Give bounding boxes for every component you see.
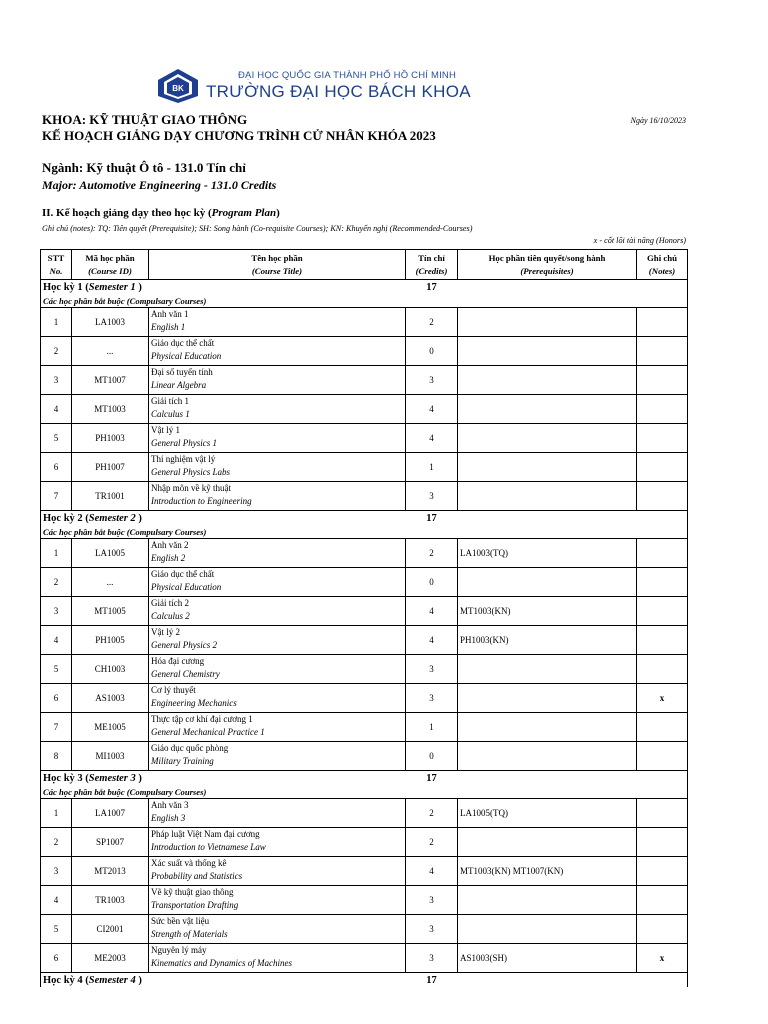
group-row xyxy=(41,785,688,799)
course-title-en: Linear Algebra xyxy=(151,380,207,390)
course-title-vn: Nguyên lý máy xyxy=(151,945,207,955)
course-id: MT1007 xyxy=(72,366,149,395)
course-note xyxy=(637,597,688,626)
course-row xyxy=(41,944,688,973)
course-title-vn: Vật lý 2 xyxy=(151,627,180,637)
course-title-vn: Anh văn 3 xyxy=(151,800,189,810)
course-row xyxy=(41,915,688,944)
course-prereq: AS1003(SH) xyxy=(458,944,637,973)
course-title-en: Calculus 1 xyxy=(151,409,190,419)
course-title-en: General Physics 2 xyxy=(151,640,217,650)
course-plan-table xyxy=(40,249,688,987)
course-title-vn: Hóa đại cương xyxy=(151,656,205,666)
course-title-en: English 3 xyxy=(151,813,186,823)
course-title xyxy=(149,568,406,597)
course-title-en: Kinematics and Dynamics of Machines xyxy=(151,958,292,968)
course-credits: 3 xyxy=(406,944,458,973)
course-row xyxy=(41,337,688,366)
course-title-vn: Đại số tuyến tính xyxy=(151,367,213,377)
course-id: ... xyxy=(72,568,149,597)
course-prereq xyxy=(458,713,637,742)
course-title xyxy=(149,828,406,857)
course-title xyxy=(149,337,406,366)
course-title-vn: Giáo dục quốc phòng xyxy=(151,743,229,753)
course-title xyxy=(149,655,406,684)
course-title-vn: Anh văn 1 xyxy=(151,309,189,319)
course-prereq xyxy=(458,886,637,915)
course-title xyxy=(149,366,406,395)
semester-spacer xyxy=(637,511,688,526)
semester-spacer xyxy=(458,973,637,988)
course-title xyxy=(149,308,406,337)
course-title-vn: Cơ lý thuyết xyxy=(151,685,196,695)
header-notes: Ghi chú (Notes) xyxy=(637,250,688,280)
university-logo xyxy=(156,68,471,104)
course-prereq: PH1003(KN) xyxy=(458,626,637,655)
course-prereq xyxy=(458,684,637,713)
semester-spacer xyxy=(458,280,637,295)
notes-legend: Ghi chú (notes): TQ: Tiên quyết (Prerequisite); SH: Song hành (Co-requisite Courses); KN: Khuyến nghị (Recommended-Courses) xyxy=(42,224,473,233)
course-credits: 3 xyxy=(406,482,458,511)
course-title-en: Engineering Mechanics xyxy=(151,698,237,708)
course-no: 3 xyxy=(41,857,72,886)
course-no: 5 xyxy=(41,915,72,944)
course-row xyxy=(41,539,688,568)
group-row xyxy=(41,294,688,308)
document-date: Ngày 16/10/2023 xyxy=(630,116,686,125)
course-no: 6 xyxy=(41,944,72,973)
section-heading: II. Kế hoạch giảng dạy theo học kỳ (Program Plan) xyxy=(42,207,280,219)
course-prereq: MT1003(KN) xyxy=(458,597,637,626)
course-prereq: MT1003(KN) MT1007(KN) xyxy=(458,857,637,886)
course-credits: 2 xyxy=(406,308,458,337)
course-note xyxy=(637,568,688,597)
course-note xyxy=(637,482,688,511)
course-note xyxy=(637,828,688,857)
course-title-vn: Anh văn 2 xyxy=(151,540,189,550)
course-title-vn: Giải tích 2 xyxy=(151,598,189,608)
course-title xyxy=(149,886,406,915)
course-title xyxy=(149,626,406,655)
course-title-en: General Chemistry xyxy=(151,669,220,679)
course-title-vn: Thực tập cơ khí đại cương 1 xyxy=(151,714,253,724)
course-title-vn: Pháp luật Việt Nam đại cương xyxy=(151,829,260,839)
course-credits: 2 xyxy=(406,828,458,857)
course-title-en: Transportation Drafting xyxy=(151,900,239,910)
semester-label: Học kỳ 3 (Semester 3 ) xyxy=(41,771,406,786)
course-title-en: Calculus 2 xyxy=(151,611,190,621)
course-row xyxy=(41,684,688,713)
course-credits: 3 xyxy=(406,915,458,944)
course-note xyxy=(637,799,688,828)
course-row xyxy=(41,828,688,857)
course-credits: 3 xyxy=(406,655,458,684)
course-no: 5 xyxy=(41,655,72,684)
course-title xyxy=(149,453,406,482)
course-id: ... xyxy=(72,337,149,366)
course-title-en: Strength of Materials xyxy=(151,929,228,939)
course-title xyxy=(149,482,406,511)
course-title xyxy=(149,799,406,828)
semester-row xyxy=(41,511,688,526)
course-note xyxy=(637,453,688,482)
course-title-vn: Vật lý 1 xyxy=(151,425,180,435)
course-title-en: Physical Education xyxy=(151,351,222,361)
course-title xyxy=(149,713,406,742)
course-prereq: LA1005(TQ) xyxy=(458,799,637,828)
svg-text:BK: BK xyxy=(172,84,184,93)
course-row xyxy=(41,568,688,597)
semester-spacer xyxy=(637,771,688,786)
course-prereq xyxy=(458,395,637,424)
group-row xyxy=(41,525,688,539)
semester-credits: 17 xyxy=(406,511,458,526)
semester-label: Học kỳ 1 (Semester 1 ) xyxy=(41,280,406,295)
course-row xyxy=(41,886,688,915)
course-credits: 3 xyxy=(406,366,458,395)
course-no: 2 xyxy=(41,568,72,597)
course-title-vn: Thí nghiệm vật lý xyxy=(151,454,216,464)
course-id: LA1003 xyxy=(72,308,149,337)
semester-row xyxy=(41,771,688,786)
course-id: ME1005 xyxy=(72,713,149,742)
semester-spacer xyxy=(458,511,637,526)
table-header-row xyxy=(41,250,688,280)
course-no: 1 xyxy=(41,308,72,337)
semester-credits: 17 xyxy=(406,771,458,786)
course-id: PH1007 xyxy=(72,453,149,482)
course-title-vn: Vẽ kỹ thuật giao thông xyxy=(151,887,234,897)
course-no: 3 xyxy=(41,597,72,626)
course-no: 1 xyxy=(41,799,72,828)
course-no: 2 xyxy=(41,828,72,857)
course-id: LA1005 xyxy=(72,539,149,568)
plan-title: KẾ HOẠCH GIẢNG DẠY CHƯƠNG TRÌNH CỬ NHÂN KHÓA 2023 xyxy=(42,128,436,143)
course-title xyxy=(149,395,406,424)
course-title-vn: Sức bền vật liệu xyxy=(151,916,210,926)
course-row xyxy=(41,626,688,655)
course-credits: 0 xyxy=(406,337,458,366)
course-no: 2 xyxy=(41,337,72,366)
course-title xyxy=(149,915,406,944)
course-credits: 3 xyxy=(406,684,458,713)
course-row xyxy=(41,424,688,453)
course-id: MT2013 xyxy=(72,857,149,886)
course-title xyxy=(149,597,406,626)
course-title-en: Military Training xyxy=(151,756,214,766)
course-id: MT1005 xyxy=(72,597,149,626)
course-title xyxy=(149,539,406,568)
course-row xyxy=(41,655,688,684)
course-credits: 0 xyxy=(406,568,458,597)
course-prereq xyxy=(458,568,637,597)
course-title-vn: Xác suất và thống kê xyxy=(151,858,227,868)
course-title xyxy=(149,742,406,771)
course-id: PH1005 xyxy=(72,626,149,655)
semester-spacer xyxy=(458,771,637,786)
course-title-en: English 2 xyxy=(151,553,186,563)
honors-legend: x - cốt lõi tài năng (Honors) xyxy=(593,236,686,245)
course-row xyxy=(41,857,688,886)
course-prereq xyxy=(458,424,637,453)
course-prereq xyxy=(458,828,637,857)
course-note xyxy=(637,915,688,944)
course-note xyxy=(637,308,688,337)
course-credits: 1 xyxy=(406,453,458,482)
header-no: STT No. xyxy=(41,250,72,280)
major-en: Major: Automotive Engineering - 131.0 Credits xyxy=(42,178,277,192)
course-note xyxy=(637,395,688,424)
course-id: LA1007 xyxy=(72,799,149,828)
course-no: 1 xyxy=(41,539,72,568)
course-title xyxy=(149,684,406,713)
course-note xyxy=(637,626,688,655)
header-prerequisites: Học phần tiên quyết/song hành (Prerequisites) xyxy=(458,250,637,280)
course-id: MT1003 xyxy=(72,395,149,424)
course-prereq xyxy=(458,337,637,366)
course-credits: 4 xyxy=(406,395,458,424)
semester-credits: 17 xyxy=(406,973,458,988)
header-course-title: Tên học phần (Course Title) xyxy=(149,250,406,280)
semester-spacer xyxy=(637,973,688,988)
course-row xyxy=(41,395,688,424)
course-id: CH1003 xyxy=(72,655,149,684)
university-logo-icon xyxy=(156,68,200,104)
course-note xyxy=(637,655,688,684)
university-subtitle: ĐẠI HỌC QUỐC GIA THÀNH PHỐ HỒ CHÍ MINH xyxy=(238,70,457,81)
course-id: TR1001 xyxy=(72,482,149,511)
course-id: ME2003 xyxy=(72,944,149,973)
course-title-en: General Physics 1 xyxy=(151,438,217,448)
semester-row xyxy=(41,973,688,988)
course-prereq xyxy=(458,453,637,482)
course-credits: 0 xyxy=(406,742,458,771)
course-title-en: Introduction to Engineering xyxy=(151,496,252,506)
semester-credits: 17 xyxy=(406,280,458,295)
university-name: TRƯỜNG ĐẠI HỌC BÁCH KHOA xyxy=(206,82,471,101)
course-title xyxy=(149,857,406,886)
course-credits: 4 xyxy=(406,597,458,626)
course-note xyxy=(637,337,688,366)
course-title-vn: Nhập môn về kỹ thuật xyxy=(151,483,231,493)
course-no: 4 xyxy=(41,886,72,915)
course-id: AS1003 xyxy=(72,684,149,713)
semester-spacer xyxy=(637,280,688,295)
course-prereq: LA1003(TQ) xyxy=(458,539,637,568)
course-no: 8 xyxy=(41,742,72,771)
course-note xyxy=(637,366,688,395)
course-note: x xyxy=(637,944,688,973)
semester-label: Học kỳ 2 (Semester 2 ) xyxy=(41,511,406,526)
header-credits: Tín chỉ (Credits) xyxy=(406,250,458,280)
course-row xyxy=(41,482,688,511)
course-note xyxy=(637,424,688,453)
course-row xyxy=(41,799,688,828)
course-title-vn: Giáo dục thể chất xyxy=(151,338,215,348)
course-credits: 4 xyxy=(406,857,458,886)
course-title-en: General Mechanical Practice 1 xyxy=(151,727,265,737)
course-title xyxy=(149,424,406,453)
course-prereq xyxy=(458,915,637,944)
course-credits: 4 xyxy=(406,424,458,453)
course-row xyxy=(41,308,688,337)
semester-label: Học kỳ 4 (Semester 4 ) xyxy=(41,973,406,988)
course-note xyxy=(637,539,688,568)
course-title-vn: Giải tích 1 xyxy=(151,396,189,406)
course-no: 3 xyxy=(41,366,72,395)
course-id: TR1003 xyxy=(72,886,149,915)
course-row xyxy=(41,453,688,482)
group-label: Các học phần bắt buộc (Compulsary Courses) xyxy=(41,294,688,308)
group-label: Các học phần bắt buộc (Compulsary Courses) xyxy=(41,785,688,799)
course-id: MI1003 xyxy=(72,742,149,771)
faculty-heading: KHOA: KỸ THUẬT GIAO THÔNG xyxy=(42,112,248,127)
course-prereq xyxy=(458,482,637,511)
course-prereq xyxy=(458,655,637,684)
course-credits: 4 xyxy=(406,626,458,655)
course-row xyxy=(41,713,688,742)
course-no: 7 xyxy=(41,713,72,742)
course-no: 5 xyxy=(41,424,72,453)
semester-row xyxy=(41,280,688,295)
course-title-en: Introduction to Vietnamese Law xyxy=(151,842,266,852)
course-id: SP1007 xyxy=(72,828,149,857)
group-label: Các học phần bắt buộc (Compulsary Courses) xyxy=(41,525,688,539)
course-credits: 1 xyxy=(406,713,458,742)
course-title-en: English 1 xyxy=(151,322,186,332)
course-row xyxy=(41,742,688,771)
course-credits: 3 xyxy=(406,886,458,915)
course-no: 6 xyxy=(41,684,72,713)
course-no: 4 xyxy=(41,626,72,655)
course-id: PH1003 xyxy=(72,424,149,453)
course-no: 7 xyxy=(41,482,72,511)
course-prereq xyxy=(458,366,637,395)
course-note xyxy=(637,742,688,771)
course-title-en: Probability and Statistics xyxy=(151,871,243,881)
course-credits: 2 xyxy=(406,539,458,568)
course-title-vn: Giáo dục thể chất xyxy=(151,569,215,579)
course-no: 4 xyxy=(41,395,72,424)
course-note xyxy=(637,857,688,886)
course-title-en: Physical Education xyxy=(151,582,222,592)
table-body xyxy=(41,280,688,988)
course-id: CI2001 xyxy=(72,915,149,944)
course-note xyxy=(637,886,688,915)
course-title xyxy=(149,944,406,973)
course-title-en: General Physics Labs xyxy=(151,467,230,477)
course-credits: 2 xyxy=(406,799,458,828)
course-note: x xyxy=(637,684,688,713)
major-vn: Ngành: Kỹ thuật Ô tô - 131.0 Tín chỉ xyxy=(42,160,246,175)
course-row xyxy=(41,597,688,626)
course-prereq xyxy=(458,308,637,337)
header-course-id: Mã học phần (Course ID) xyxy=(72,250,149,280)
course-prereq xyxy=(458,742,637,771)
course-row xyxy=(41,366,688,395)
course-no: 6 xyxy=(41,453,72,482)
course-note xyxy=(637,713,688,742)
